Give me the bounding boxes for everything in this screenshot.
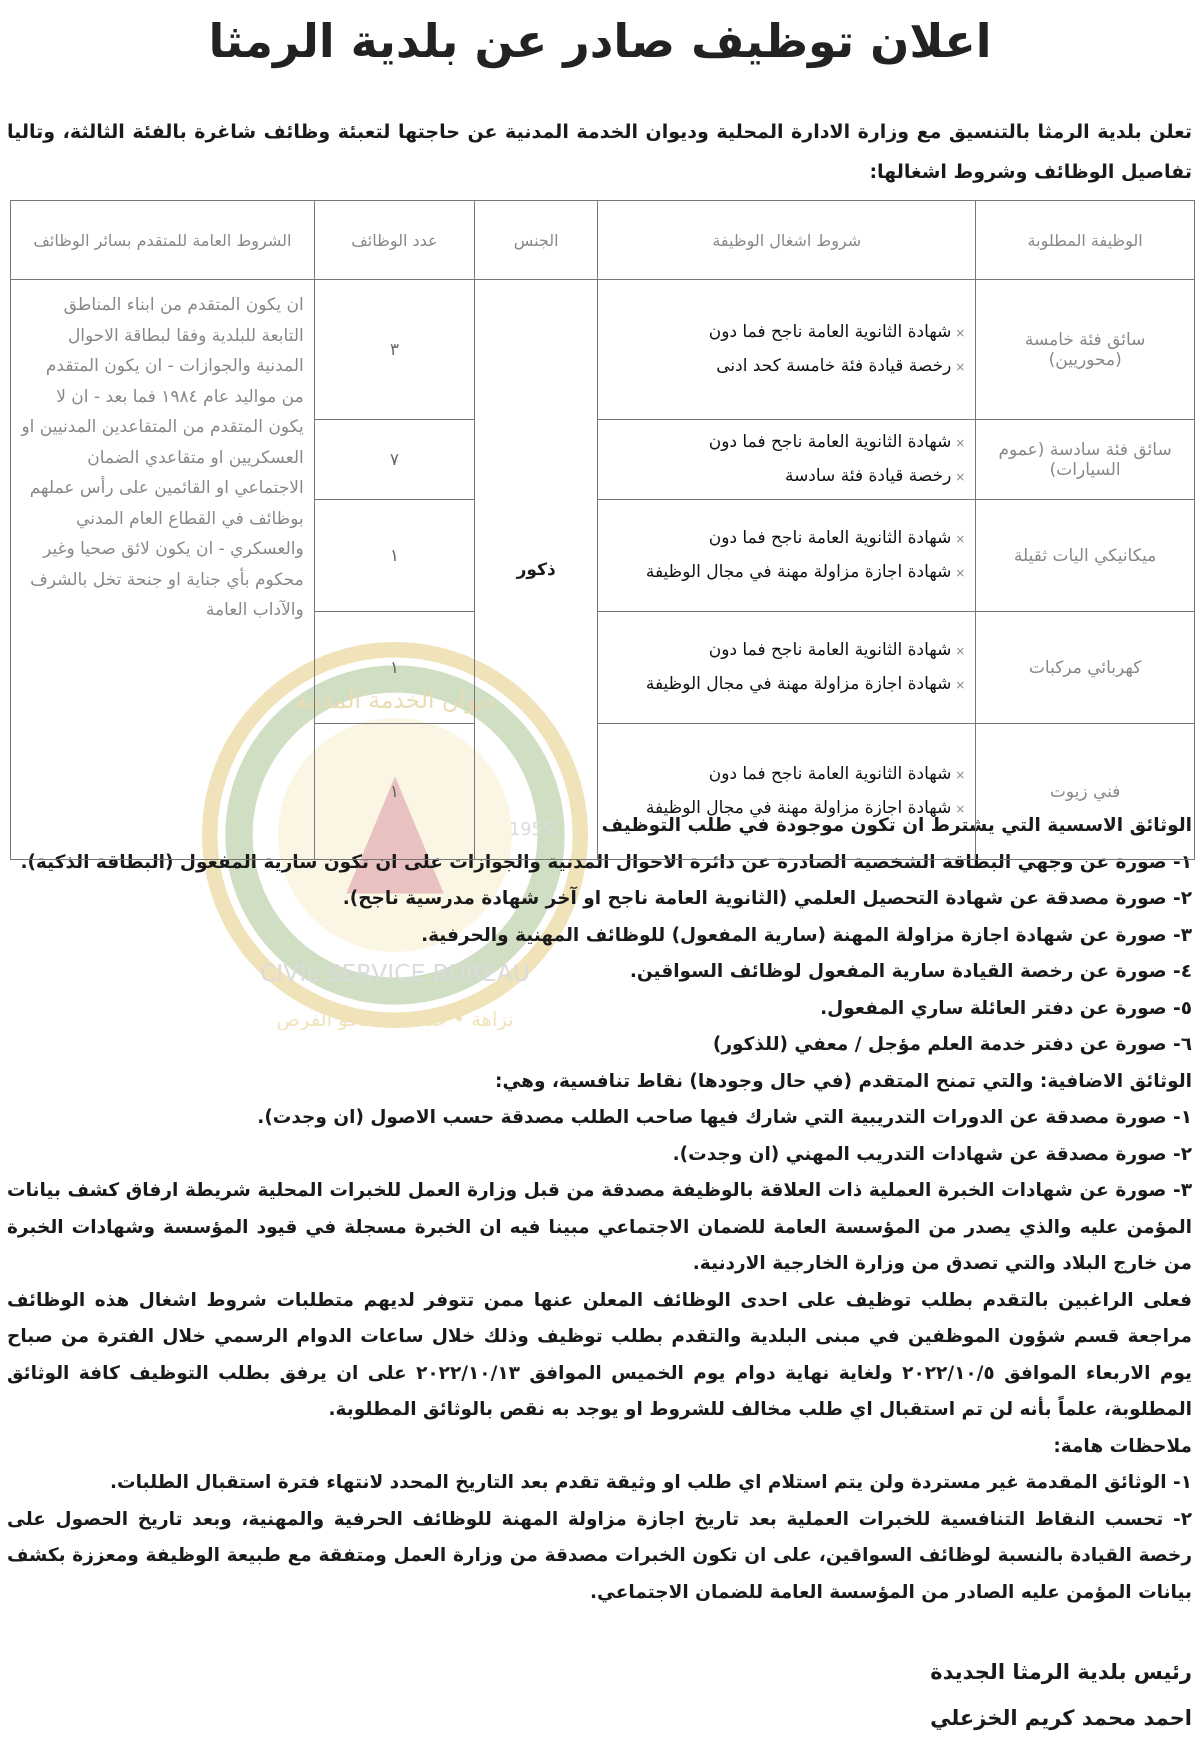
condition-item: × شهادة الثانوية العامة ناجح فما دون [608,426,965,460]
job-title: سائق فئة سادسة (عموم السيارات) [976,420,1195,500]
required-doc-item: ٢- صورة مصدقة عن شهادة التحصيل العلمي (الثانوية العامة ناجح او آخر شهادة مدرسية ناجح). [342,888,1192,909]
additional-docs-heading: الوثائق الاضافية: والتي تمنح المتقدم (في حال وجودها) نقاط تنافسية، وهي: [495,1070,1192,1092]
job-count: ١ [314,612,474,724]
additional-doc-item: ٣- صورة عن شهادات الخبرة العملية ذات العلاقة بالوظيفة مصدقة من قبل وزارة العمل للخبرات المحلية شريطة ارفاق كشف بيانات المؤمن عليه والذي يصدر من المؤسسة العامة للضمان الاجتماعي مبينا فيه ان الخبرة مسجلة في قيود المؤسسة وشهادات الخبرة من خارج البلاد والتي تصدق من وزارة الخارجية الاردنية. [7,1180,1192,1274]
condition-item: × شهادة الثانوية العامة ناجح فما دون [608,758,965,792]
job-count: ١ [314,724,474,860]
required-doc-item: ٥- صورة عن دفتر العائلة ساري المفعول. [820,997,1192,1019]
job-count: ١ [314,500,474,612]
application-paragraph: فعلى الراغبين بالتقدم بطلب توظيف على احدى الوظائف المعلن عنها ممن تتوفر لديهم متطلبات شروط اشغال هذه الوظائف مراجعة قسم شؤون الموظفين في مبنى البلدية والتقدم بطلب توظيف وذلك خلال ساعات الدوام الرسمي خلال الفترة من صباح يوم الاربعاء الموافق ٢٠٢٢/١٠/٥ ولغاية نهاية دوام يوم الخميس الموافق ٢٠٢٢/١٠/١٣ على ان يرفق بطلب التوظيف كافة الوثائق المطلوبة، علماً بأنه لن تم استقبال اي طلب مخالف للشروط او يوجد به نقص بالوثائق المطلوبة. [7,1289,1193,1420]
condition-item: × رخصة قيادة فئة خامسة كحد ادنى [608,350,965,384]
seal-year: 1955 [509,820,554,840]
condition-item: × شهادة اجازة مزاولة مهنة في مجال الوظيفة [608,556,965,590]
jobs-table [10,200,1195,860]
note-item: ٢- تحسب النقاط التنافسية للخبرات العملية بعد تاريخ اجازة مزاولة المهنة للوظائف الحرفية والمهنية، وبعد تاريخ الحصول على رخصة القيادة بالنسبة لوظائف السواقين، على ان تكون الخبرات مصدقة من وزارة العمل ومتفقة مع طبيعة الوظيفة ومعززة بكشف بيانات المؤمن عليه الصادر من المؤسسة العامة للضمان الاجتماعي. [7,1508,1192,1603]
condition-item: × شهادة الثانوية العامة ناجح فما دون [608,634,965,668]
note-item: ١- الوثائق المقدمة غير مستردة ولن يتم استلام اي طلب او وثيقة تقدم بعد التاريخ المحدد لانتهاء فترة استقبال الطلبات. [109,1472,1192,1493]
required-doc-item: ٤- صورة عن رخصة القيادة سارية المفعول لوظائف السواقين. [629,961,1192,982]
job-conditions [598,420,976,500]
job-count: ٧ [314,420,474,500]
seal-text-en: CIVIL SERVICE BUREAU [260,959,530,988]
documents-section [7,808,1192,1611]
required-doc-item: ١- صورة عن وجهي البطاقة الشخصية الصادرة عن دائرة الاحوال المدنية والجوازات على ان تكون سارية المفعول (البطاقة الذكية). [20,851,1192,873]
job-conditions [598,724,976,860]
additional-doc-item: ٢- صورة مصدقة عن شهادات التدريب المهني (ان وجدت). [672,1143,1192,1165]
job-conditions [598,280,976,420]
required-docs-heading: الوثائق الاسسية التي يشترط ان تكون موجودة في طلب التوظيف [601,815,1192,836]
signature-name: احمد محمد كريم الخزعلي [930,1706,1192,1730]
job-title: فني زيوت [976,724,1195,860]
condition-item: × شهادة الثانوية العامة ناجح فما دون [608,522,965,556]
required-doc-item: ٦- صورة عن دفتر خدمة العلم مؤجل / معفي (للذكور) [712,1034,1192,1055]
page-title: اعلان توظيف صادر عن بلدية الرمثا [208,14,992,68]
header-general: الشروط العامة للمتقدم بسائر الوظائف [11,201,315,280]
condition-item: × شهادة اجازة مزاولة مهنة في مجال الوظيفة [608,668,965,702]
job-conditions [598,500,976,612]
job-title: ميكانيكي اليات ثقيلة [976,500,1195,612]
table-header-row [11,201,1195,280]
seal-text-ar: ديوان الخدمة المدنية [295,686,495,715]
signature-title: رئيس بلدية الرمثا الجديدة [930,1660,1192,1684]
required-doc-item: ٣- صورة عن شهادة اجازة مزاولة المهنة (سارية المفعول) للوظائف المهنية والحرفية. [421,924,1192,946]
table-row [11,280,1195,420]
header-count: عدد الوظائف [314,201,474,280]
gender-cell: ذكور [475,280,598,860]
condition-item: × شهادة الثانوية العامة ناجح فما دون [608,316,965,350]
header-gender: الجنس [475,201,598,280]
header-conditions: شروط اشغال الوظيفة [598,201,976,280]
seal-motto: نزاهة • عدالة • تكافؤ الفرص [276,1008,514,1030]
job-count: ٣ [314,280,474,420]
additional-doc-item: ١- صورة مصدقة عن الدورات التدريبية التي شارك فيها صاحب الطلب مصدقة حسب الاصول (ان وجدت). [257,1107,1192,1128]
header-job: الوظيفة المطلوبة [976,201,1195,280]
intro-paragraph: تعلن بلدية الرمثا بالتنسيق مع وزارة الادارة المحلية وديوان الخدمة المدنية عن حاجتها لتعبئة وظائف شاغرة بالفئة الثالثة، وتاليا تفاصيل الوظائف وشروط اشغالها: [7,121,1192,183]
general-conditions: ان يكون المتقدم من ابناء المناطق التابعة للبلدية وفقا لبطاقة الاحوال المدنية والجوازات - ان يكون المتقدم من مواليد عام ١٩٨٤ فما بعد - ان لا يكون المتقدم من المتقاعدين المدنيين او العسكريين او متقاعدي الضمان الاجتماعي او القائمين على رأس عملهم بوظائف في القطاع العام المدني والعسكري - ان يكون لائق صحيا وغير محكوم بأي جناية او جنحة تخل بالشرف والآداب العامة [11,280,315,860]
job-conditions [598,612,976,724]
job-title: كهربائي مركبات [976,612,1195,724]
job-title: سائق فئة خامسة (محوريين) [976,280,1195,420]
condition-item: × شهادة اجازة مزاولة مهنة في مجال الوظيفة [608,792,965,826]
notes-heading: ملاحظات هامة: [1053,1435,1192,1457]
condition-item: × رخصة قيادة فئة سادسة [608,460,965,494]
